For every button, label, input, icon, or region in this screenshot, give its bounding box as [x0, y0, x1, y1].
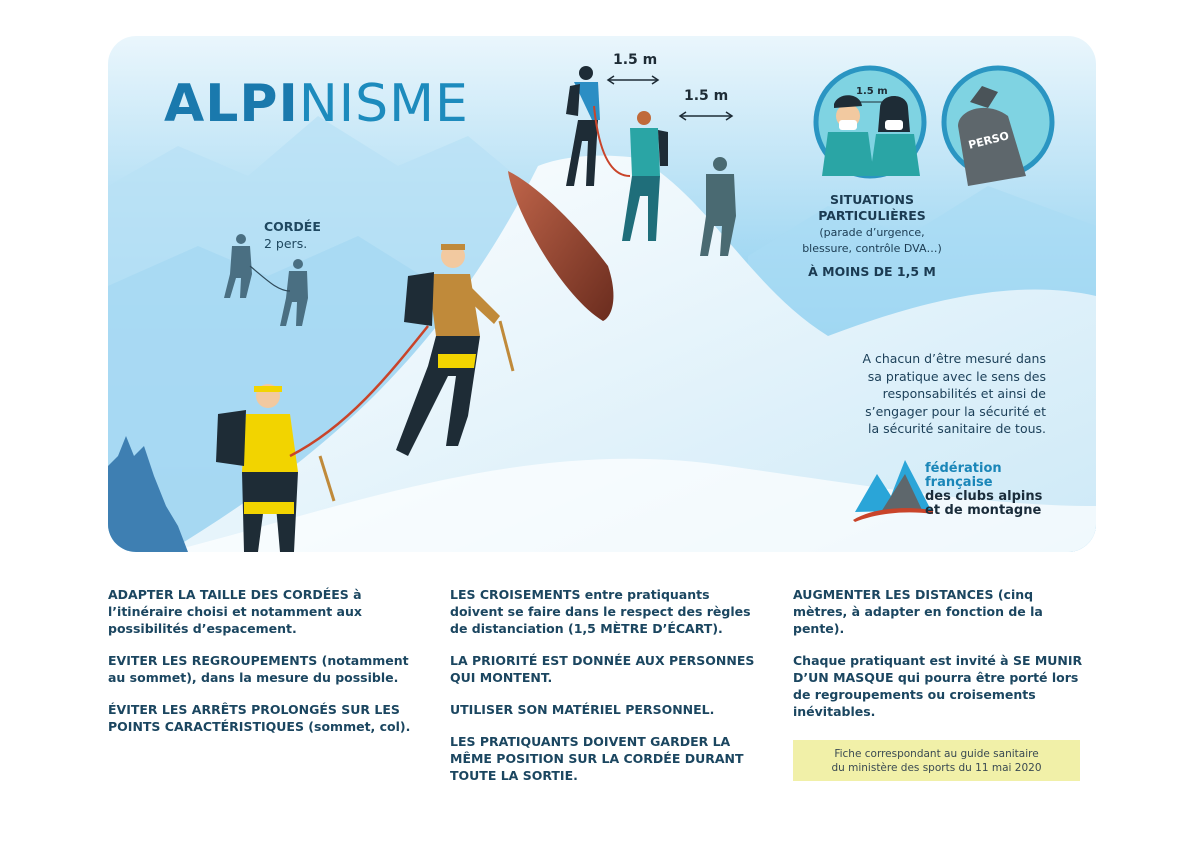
- situations-heading-line1: SITUATIONS: [830, 192, 914, 207]
- rule-emphasis: UTILISER SON MATÉRIEL PERSONNEL.: [450, 702, 715, 717]
- statement-line: la sécurité sanitaire de tous.: [868, 421, 1046, 436]
- rule-paragraph: [450, 733, 760, 784]
- source-note: [793, 740, 1080, 781]
- rule-paragraph: [793, 586, 1083, 637]
- rules-column-3: [793, 586, 1083, 735]
- rule-text: entre pratiquants doivent se faire dans le respect des règles de distanciation (1,5 MÈTRE D’ÉCART).: [450, 587, 751, 636]
- rule-text: à l’itinéraire choisi et notamment aux possibilités d’espacement.: [108, 587, 362, 636]
- rule-text: (sommet, col).: [303, 719, 411, 734]
- source-note-line2: du ministère des sports du 11 mai 2020: [831, 761, 1042, 774]
- rule-emphasis: ÉVITER LES ARRÊTS PROLONGÉS SUR LES POINTS CARACTÉRISTIQUES: [108, 702, 400, 734]
- rule-paragraph: [108, 586, 418, 637]
- page-title: [164, 74, 469, 134]
- ffcam-mountain-icon: [853, 456, 933, 522]
- situations-distance: À MOINS DE 1,5 M: [808, 264, 936, 279]
- rule-text: qui pourra être porté lors de regroupements ou croisements inévitables.: [793, 670, 1079, 719]
- rule-emphasis: Chaque pratiquant est invité à SE MUNIR D’UN MASQUE: [793, 653, 1083, 685]
- distance-label-mid: 1.5 m: [684, 88, 729, 104]
- rule-emphasis: LA PRIORITÉ EST DONNÉE AUX PERSONNES QUI MONTENT.: [450, 653, 755, 685]
- mask-icon: [816, 68, 924, 176]
- rule-emphasis: LES CROISEMENTS: [450, 587, 581, 602]
- rule-paragraph: [108, 701, 418, 735]
- cordee-label: [264, 218, 321, 252]
- distance-label-top: 1.5 m: [613, 52, 658, 68]
- rules-column-2: [450, 586, 760, 799]
- situations-detail-line1: (parade d’urgence,: [819, 226, 925, 239]
- logo-line-1: fédération française: [925, 461, 1002, 490]
- rule-text: (cinq mètres, à adapter en fonction de la pente).: [793, 587, 1043, 636]
- mask-distance-label: 1.5 m: [856, 86, 888, 97]
- rule-paragraph: [450, 652, 760, 686]
- rule-paragraph: [793, 652, 1083, 720]
- situations-heading-line2: PARTICULIÈRES: [818, 208, 926, 223]
- title-bold-part: ALPI: [164, 74, 299, 134]
- source-note-line1: Fiche correspondant au guide sanitaire: [834, 747, 1039, 760]
- rule-paragraph: [450, 701, 760, 718]
- rule-paragraph: [108, 652, 418, 686]
- cordee-sub-text: 2 pers.: [264, 236, 308, 251]
- statement-line: sa pratique avec le sens des: [867, 368, 1046, 384]
- statement-line: A chacun d’être mesuré dans: [862, 351, 1046, 366]
- rule-emphasis: LES PRATIQUANTS DOIVENT GARDER LA MÊME POSITION SUR LA CORDÉE DURANT TOUTE LA SORTIE.: [450, 734, 744, 783]
- statement-line: s’engager pour la sécurité et: [865, 403, 1046, 419]
- situations-detail-line2: blessure, contrôle DVA…): [802, 242, 942, 255]
- rule-emphasis: ADAPTER LA TAILLE DES CORDÉES: [108, 587, 349, 602]
- illustration-panel: [108, 36, 1096, 552]
- rules-column-1: [108, 586, 418, 750]
- statement-line: responsabilités et ainsi de: [882, 386, 1046, 401]
- bottle-label: PERSO: [967, 129, 1011, 152]
- special-situations: [782, 192, 962, 279]
- rule-paragraph: [450, 586, 760, 637]
- logo-line-2: des clubs alpins: [925, 489, 1043, 504]
- rule-emphasis: AUGMENTER LES DISTANCES: [793, 587, 994, 602]
- ffcam-logo-text: [925, 462, 1063, 518]
- title-light-part: NISME: [298, 74, 469, 134]
- responsibility-statement: [816, 350, 1046, 438]
- rule-text: (notamment au sommet), dans la mesure du possible.: [108, 653, 409, 685]
- logo-line-3: et de montagne: [925, 503, 1042, 518]
- ffcam-logo: [853, 456, 1063, 522]
- cordee-label-text: CORDÉE: [264, 219, 321, 234]
- rule-emphasis: EVITER LES REGROUPEMENTS: [108, 653, 318, 668]
